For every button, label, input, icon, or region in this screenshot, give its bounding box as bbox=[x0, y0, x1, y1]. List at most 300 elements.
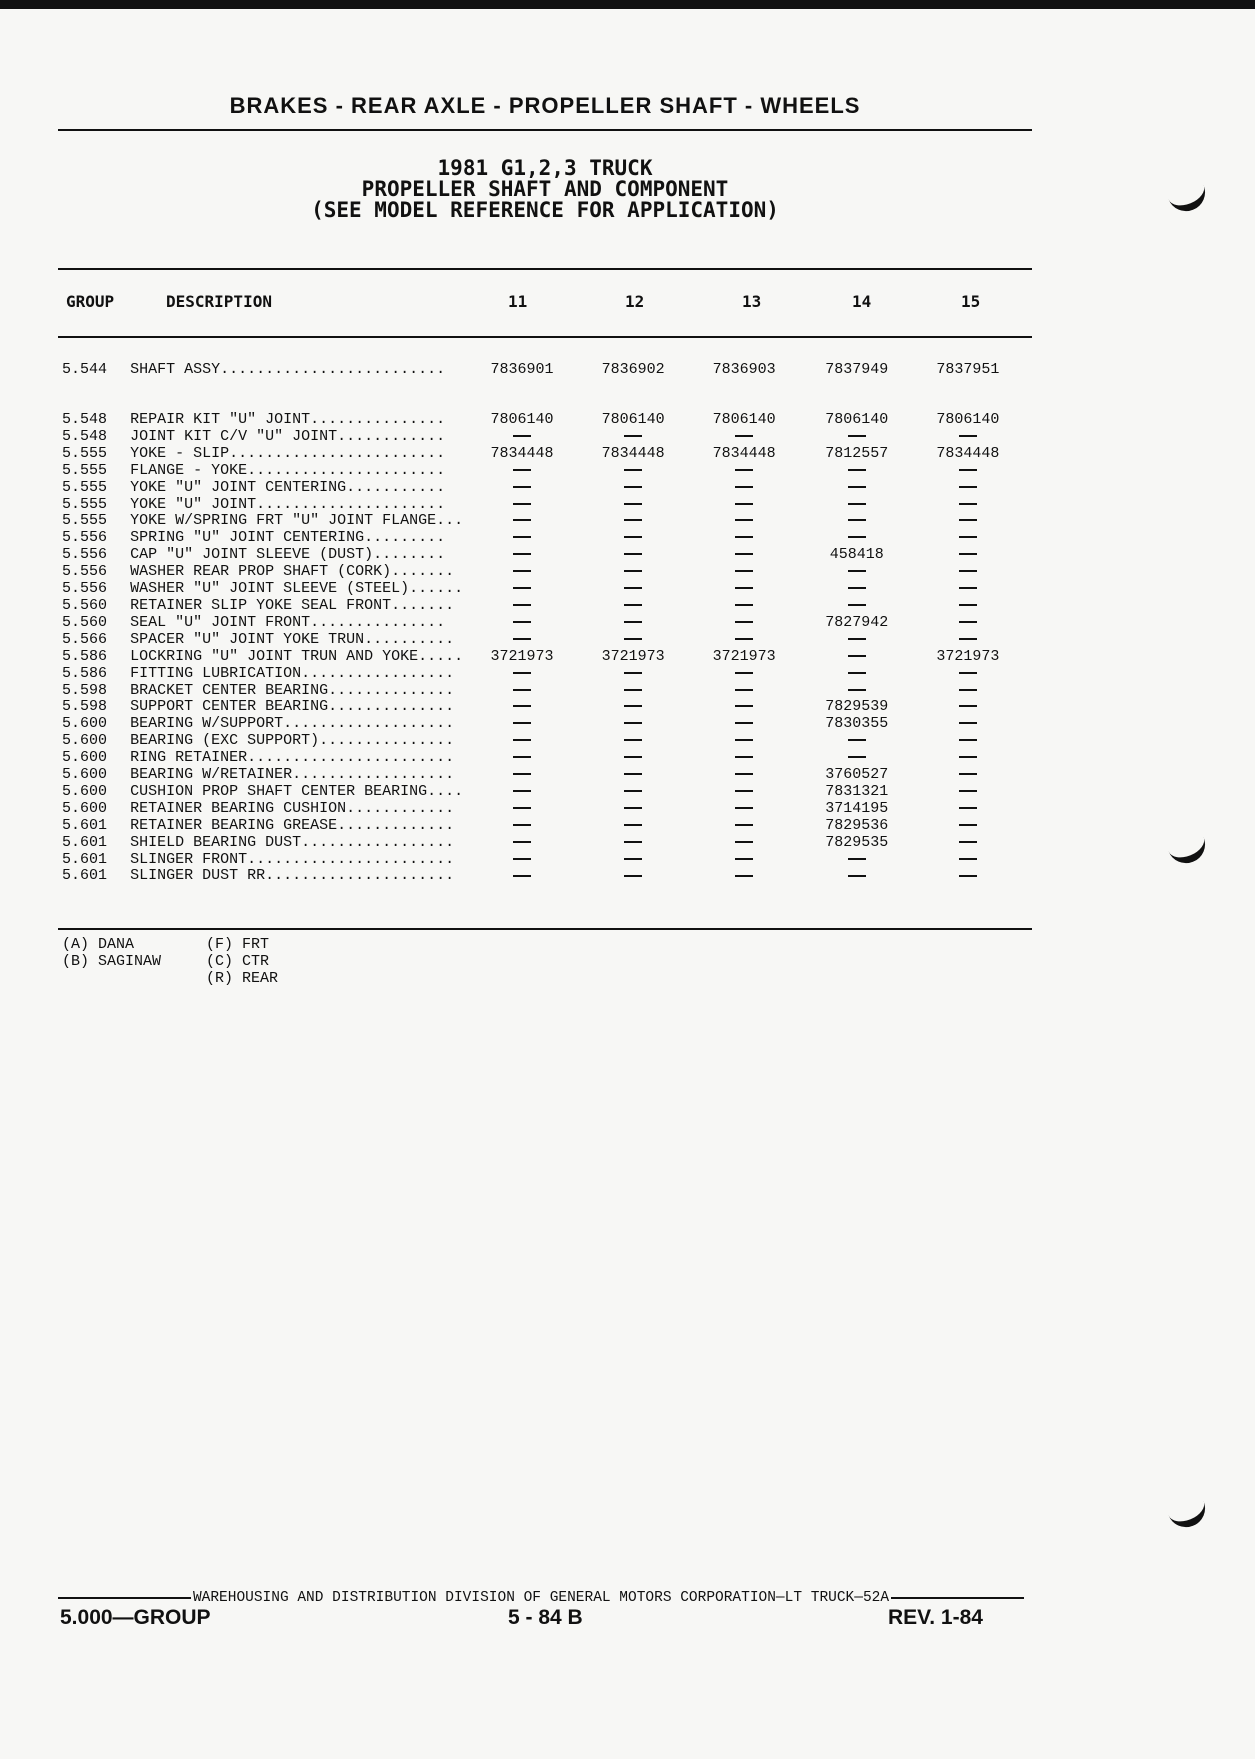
not-applicable-dash bbox=[914, 598, 1022, 615]
part-number: 458418 bbox=[829, 547, 884, 564]
table-row bbox=[62, 632, 1022, 649]
not-applicable-dash bbox=[914, 801, 1022, 818]
header-description: DESCRIPTION bbox=[166, 292, 272, 311]
part-description: YOKE W/SPRING FRT "U" JOINT FLANGE... bbox=[130, 513, 464, 530]
dash-mark bbox=[624, 756, 642, 758]
not-applicable-dash bbox=[466, 513, 577, 530]
not-applicable-dash bbox=[914, 615, 1022, 632]
group-number: 5.548 bbox=[62, 412, 108, 428]
dash-mark bbox=[959, 824, 977, 826]
group-number: 5.556 bbox=[62, 547, 108, 564]
table-row bbox=[62, 564, 1022, 581]
not-applicable-dash bbox=[914, 835, 1022, 852]
not-applicable-dash bbox=[578, 716, 689, 733]
dash-mark bbox=[513, 722, 531, 724]
table-row bbox=[62, 683, 1022, 700]
table-bottom-rule bbox=[58, 928, 1032, 930]
dash-mark bbox=[513, 824, 531, 826]
dash-mark bbox=[735, 875, 753, 877]
table-row bbox=[62, 547, 1022, 564]
not-applicable-dash bbox=[689, 530, 800, 547]
dash-mark bbox=[959, 705, 977, 707]
table-row bbox=[62, 649, 1022, 666]
group-number: 5.560 bbox=[62, 597, 108, 614]
dash-mark bbox=[848, 689, 866, 691]
table-row bbox=[62, 446, 1022, 463]
not-applicable-dash bbox=[578, 598, 689, 615]
dash-mark bbox=[959, 756, 977, 758]
group-number: 5.601 bbox=[62, 851, 108, 868]
table-row bbox=[62, 784, 1022, 801]
part-number: 7806140 bbox=[490, 412, 554, 428]
table-row bbox=[62, 360, 1022, 412]
dash-mark bbox=[624, 858, 642, 860]
dash-mark bbox=[624, 790, 642, 792]
part-description: SEAL "U" JOINT FRONT............... bbox=[130, 614, 446, 631]
dash-mark bbox=[513, 790, 531, 792]
title-line-1: 1981 G1,2,3 TRUCK bbox=[437, 156, 653, 180]
group-number: 5.556 bbox=[62, 564, 108, 581]
legend-a: (A) DANA bbox=[62, 936, 135, 953]
dash-mark bbox=[848, 519, 866, 521]
not-applicable-dash bbox=[578, 801, 689, 818]
not-applicable-dash bbox=[466, 480, 577, 497]
dash-mark bbox=[624, 705, 642, 707]
part-number: 3760527 bbox=[825, 767, 889, 784]
table-row bbox=[62, 530, 1022, 547]
not-applicable-dash bbox=[578, 547, 689, 564]
not-applicable-dash bbox=[466, 868, 577, 885]
table-row bbox=[62, 750, 1022, 767]
not-applicable-dash bbox=[800, 733, 914, 750]
dash-mark bbox=[959, 587, 977, 589]
table-row bbox=[62, 497, 1022, 514]
not-applicable-dash bbox=[914, 852, 1022, 869]
part-number: 7829535 bbox=[825, 834, 889, 851]
dash-mark bbox=[513, 486, 531, 488]
group-number: 5.555 bbox=[62, 513, 108, 530]
group-number: 5.600 bbox=[62, 733, 108, 750]
dash-mark bbox=[735, 705, 753, 707]
section-header: BRAKES - REAR AXLE - PROPELLER SHAFT - WHEELS bbox=[229, 93, 861, 118]
parts-table-body bbox=[62, 360, 1022, 885]
part-description: FITTING LUBRICATION................. bbox=[130, 665, 455, 682]
table-top-rule bbox=[58, 268, 1032, 270]
footer-group: 5.000—GROUP bbox=[60, 1606, 211, 1629]
not-applicable-dash bbox=[689, 564, 800, 581]
dash-mark bbox=[959, 553, 977, 555]
dash-mark bbox=[959, 841, 977, 843]
not-applicable-dash bbox=[689, 818, 800, 835]
dash-mark bbox=[624, 469, 642, 471]
binder-hole-mark bbox=[1163, 824, 1211, 869]
not-applicable-dash bbox=[689, 868, 800, 885]
dash-mark bbox=[513, 519, 531, 521]
table-row bbox=[62, 598, 1022, 615]
table-row bbox=[62, 581, 1022, 598]
dash-mark bbox=[959, 739, 977, 741]
dash-mark bbox=[624, 536, 642, 538]
not-applicable-dash bbox=[689, 615, 800, 632]
dash-mark bbox=[624, 435, 642, 437]
footer-page-number: 5 - 84 B bbox=[508, 1606, 583, 1629]
dash-mark bbox=[513, 435, 531, 437]
part-description: CAP "U" JOINT SLEEVE (DUST)........ bbox=[130, 547, 446, 564]
table-row bbox=[62, 699, 1022, 716]
dash-mark bbox=[959, 807, 977, 809]
legend-b: (B) SAGINAW bbox=[62, 953, 162, 970]
not-applicable-dash bbox=[578, 733, 689, 750]
dash-mark bbox=[513, 858, 531, 860]
dash-mark bbox=[624, 807, 642, 809]
dash-mark bbox=[735, 621, 753, 623]
not-applicable-dash bbox=[914, 868, 1022, 885]
footer-rule-left bbox=[58, 1597, 191, 1599]
part-description: WASHER REAR PROP SHAFT (CORK)....... bbox=[130, 564, 455, 581]
legend-f: (F) FRT bbox=[206, 936, 270, 953]
not-applicable-dash bbox=[800, 497, 914, 514]
not-applicable-dash bbox=[800, 429, 914, 446]
dash-mark bbox=[959, 672, 977, 674]
part-number: 3714195 bbox=[825, 800, 889, 817]
part-description: SUPPORT CENTER BEARING.............. bbox=[130, 699, 455, 716]
title-line-3: (SEE MODEL REFERENCE FOR APPLICATION) bbox=[311, 198, 779, 222]
not-applicable-dash bbox=[914, 733, 1022, 750]
not-applicable-dash bbox=[466, 497, 577, 514]
not-applicable-dash bbox=[689, 666, 800, 683]
dash-mark bbox=[959, 722, 977, 724]
not-applicable-dash bbox=[800, 530, 914, 547]
table-row bbox=[62, 716, 1022, 733]
part-description: SHAFT ASSY......................... bbox=[130, 361, 446, 378]
part-description: BRACKET CENTER BEARING.............. bbox=[130, 682, 455, 699]
part-description: BEARING W/SUPPORT................... bbox=[130, 716, 455, 733]
not-applicable-dash bbox=[689, 716, 800, 733]
not-applicable-dash bbox=[800, 868, 914, 885]
not-applicable-dash bbox=[689, 632, 800, 649]
group-number: 5.548 bbox=[62, 428, 108, 445]
dash-mark bbox=[735, 435, 753, 437]
part-number: 7834448 bbox=[712, 445, 776, 462]
dash-mark bbox=[513, 756, 531, 758]
part-number: 7827942 bbox=[825, 614, 889, 631]
part-number: 7834448 bbox=[490, 445, 554, 462]
not-applicable-dash bbox=[578, 632, 689, 649]
dash-mark bbox=[513, 469, 531, 471]
header-col-12: 12 bbox=[625, 292, 645, 311]
part-number: 7806140 bbox=[712, 412, 776, 428]
not-applicable-dash bbox=[914, 767, 1022, 784]
not-applicable-dash bbox=[466, 429, 577, 446]
dash-mark bbox=[624, 519, 642, 521]
dash-mark bbox=[959, 689, 977, 691]
header-group: GROUP bbox=[66, 292, 115, 311]
dash-mark bbox=[848, 739, 866, 741]
not-applicable-dash bbox=[466, 716, 577, 733]
table-row bbox=[62, 868, 1022, 885]
dash-mark bbox=[624, 773, 642, 775]
not-applicable-dash bbox=[914, 750, 1022, 767]
group-number: 5.601 bbox=[62, 868, 108, 885]
not-applicable-dash bbox=[689, 497, 800, 514]
part-description: SPRING "U" JOINT CENTERING......... bbox=[130, 530, 446, 547]
not-applicable-dash bbox=[800, 750, 914, 767]
dash-mark bbox=[735, 469, 753, 471]
dash-mark bbox=[735, 672, 753, 674]
table-row bbox=[62, 801, 1022, 818]
legend-r: (R) REAR bbox=[206, 970, 279, 987]
dash-mark bbox=[735, 824, 753, 826]
part-description: SHIELD BEARING DUST................. bbox=[130, 834, 455, 851]
not-applicable-dash bbox=[800, 581, 914, 598]
not-applicable-dash bbox=[578, 463, 689, 480]
table-row bbox=[62, 513, 1022, 530]
table-row bbox=[62, 733, 1022, 750]
part-number: 7829539 bbox=[825, 699, 889, 716]
document-title bbox=[60, 158, 1030, 221]
dash-mark bbox=[513, 553, 531, 555]
not-applicable-dash bbox=[466, 801, 577, 818]
dash-mark bbox=[959, 469, 977, 471]
part-description: SPACER "U" JOINT YOKE TRUN.......... bbox=[130, 631, 455, 648]
dash-mark bbox=[735, 807, 753, 809]
dash-mark bbox=[959, 503, 977, 505]
group-number: 5.601 bbox=[62, 817, 108, 834]
binder-hole-mark bbox=[1163, 1488, 1211, 1533]
not-applicable-dash bbox=[578, 818, 689, 835]
not-applicable-dash bbox=[466, 463, 577, 480]
table-header-rule bbox=[58, 336, 1032, 338]
not-applicable-dash bbox=[466, 666, 577, 683]
group-number: 5.598 bbox=[62, 682, 108, 699]
table-row bbox=[62, 818, 1022, 835]
not-applicable-dash bbox=[578, 615, 689, 632]
not-applicable-dash bbox=[800, 666, 914, 683]
footer-division: WAREHOUSING AND DISTRIBUTION DIVISION OF GENERAL MOTORS CORPORATION—LT TRUCK—52A bbox=[192, 1590, 890, 1606]
dash-mark bbox=[959, 486, 977, 488]
not-applicable-dash bbox=[914, 547, 1022, 564]
not-applicable-dash bbox=[578, 750, 689, 767]
group-number: 5.555 bbox=[62, 496, 108, 513]
not-applicable-dash bbox=[914, 480, 1022, 497]
dash-mark bbox=[735, 790, 753, 792]
dash-mark bbox=[513, 570, 531, 572]
group-number: 5.600 bbox=[62, 783, 108, 800]
header-rule bbox=[58, 129, 1032, 131]
part-number: 7837949 bbox=[825, 361, 889, 378]
not-applicable-dash bbox=[689, 835, 800, 852]
dash-mark bbox=[848, 604, 866, 606]
dash-mark bbox=[624, 672, 642, 674]
part-number: 7829536 bbox=[825, 817, 889, 834]
footer-rule-right bbox=[891, 1597, 1024, 1599]
not-applicable-dash bbox=[689, 513, 800, 530]
dash-mark bbox=[735, 739, 753, 741]
part-description: YOKE - SLIP........................ bbox=[130, 445, 446, 462]
part-number: 7836903 bbox=[712, 361, 776, 378]
not-applicable-dash bbox=[800, 463, 914, 480]
not-applicable-dash bbox=[689, 784, 800, 801]
group-number: 5.586 bbox=[62, 648, 108, 665]
not-applicable-dash bbox=[466, 615, 577, 632]
dash-mark bbox=[624, 503, 642, 505]
not-applicable-dash bbox=[466, 852, 577, 869]
not-applicable-dash bbox=[914, 699, 1022, 716]
dash-mark bbox=[848, 570, 866, 572]
dash-mark bbox=[848, 435, 866, 437]
part-number: 7836902 bbox=[601, 361, 665, 378]
dash-mark bbox=[735, 722, 753, 724]
not-applicable-dash bbox=[578, 683, 689, 700]
dash-mark bbox=[624, 722, 642, 724]
table-row bbox=[62, 852, 1022, 869]
dash-mark bbox=[624, 638, 642, 640]
not-applicable-dash bbox=[914, 683, 1022, 700]
not-applicable-dash bbox=[914, 666, 1022, 683]
header-col-11: 11 bbox=[508, 292, 528, 311]
not-applicable-dash bbox=[689, 598, 800, 615]
group-number: 5.600 bbox=[62, 750, 108, 767]
legend-left bbox=[62, 936, 161, 970]
not-applicable-dash bbox=[914, 784, 1022, 801]
not-applicable-dash bbox=[578, 835, 689, 852]
not-applicable-dash bbox=[578, 513, 689, 530]
footer-division-line bbox=[58, 1590, 1024, 1606]
dash-mark bbox=[959, 621, 977, 623]
part-number: 7837951 bbox=[936, 361, 1000, 378]
dash-mark bbox=[624, 875, 642, 877]
dash-mark bbox=[848, 858, 866, 860]
dash-mark bbox=[959, 519, 977, 521]
dash-mark bbox=[959, 773, 977, 775]
legend-c: (C) CTR bbox=[206, 953, 270, 970]
dash-mark bbox=[624, 689, 642, 691]
part-description: LOCKRING "U" JOINT TRUN AND YOKE..... bbox=[130, 648, 464, 665]
not-applicable-dash bbox=[466, 733, 577, 750]
dash-mark bbox=[624, 739, 642, 741]
not-applicable-dash bbox=[466, 767, 577, 784]
table-row bbox=[62, 767, 1022, 784]
not-applicable-dash bbox=[800, 564, 914, 581]
not-applicable-dash bbox=[914, 581, 1022, 598]
dash-mark bbox=[513, 536, 531, 538]
part-description: CUSHION PROP SHAFT CENTER BEARING.... bbox=[130, 783, 464, 800]
not-applicable-dash bbox=[914, 429, 1022, 446]
dash-mark bbox=[513, 587, 531, 589]
not-applicable-dash bbox=[914, 564, 1022, 581]
not-applicable-dash bbox=[914, 463, 1022, 480]
not-applicable-dash bbox=[689, 581, 800, 598]
header-col-14: 14 bbox=[852, 292, 872, 311]
not-applicable-dash bbox=[689, 683, 800, 700]
dash-mark bbox=[513, 689, 531, 691]
not-applicable-dash bbox=[578, 581, 689, 598]
not-applicable-dash bbox=[689, 767, 800, 784]
dash-mark bbox=[848, 756, 866, 758]
part-number: 7806140 bbox=[936, 412, 1000, 428]
dash-mark bbox=[959, 638, 977, 640]
group-number: 5.544 bbox=[62, 361, 108, 378]
dash-mark bbox=[624, 841, 642, 843]
group-number: 5.555 bbox=[62, 462, 108, 479]
part-description: JOINT KIT C/V "U" JOINT............ bbox=[130, 428, 446, 445]
not-applicable-dash bbox=[689, 429, 800, 446]
not-applicable-dash bbox=[578, 868, 689, 885]
group-number: 5.601 bbox=[62, 834, 108, 851]
dash-mark bbox=[513, 672, 531, 674]
not-applicable-dash bbox=[800, 632, 914, 649]
not-applicable-dash bbox=[800, 598, 914, 615]
dash-mark bbox=[624, 587, 642, 589]
not-applicable-dash bbox=[466, 598, 577, 615]
not-applicable-dash bbox=[914, 530, 1022, 547]
dash-mark bbox=[735, 553, 753, 555]
dash-mark bbox=[735, 519, 753, 521]
part-description: YOKE "U" JOINT..................... bbox=[130, 496, 446, 513]
not-applicable-dash bbox=[466, 581, 577, 598]
group-number: 5.600 bbox=[62, 800, 108, 817]
not-applicable-dash bbox=[466, 632, 577, 649]
not-applicable-dash bbox=[578, 699, 689, 716]
dash-mark bbox=[513, 773, 531, 775]
not-applicable-dash bbox=[578, 852, 689, 869]
dash-mark bbox=[513, 739, 531, 741]
not-applicable-dash bbox=[466, 750, 577, 767]
dash-mark bbox=[624, 553, 642, 555]
part-number: 7806140 bbox=[825, 412, 889, 428]
dash-mark bbox=[735, 536, 753, 538]
not-applicable-dash bbox=[689, 750, 800, 767]
not-applicable-dash bbox=[800, 480, 914, 497]
dash-mark bbox=[848, 672, 866, 674]
not-applicable-dash bbox=[800, 649, 914, 666]
not-applicable-dash bbox=[578, 530, 689, 547]
dash-mark bbox=[735, 858, 753, 860]
part-number: 7831321 bbox=[825, 783, 889, 800]
dash-mark bbox=[513, 503, 531, 505]
not-applicable-dash bbox=[466, 818, 577, 835]
not-applicable-dash bbox=[800, 513, 914, 530]
table-row bbox=[62, 615, 1022, 632]
table-row bbox=[62, 429, 1022, 446]
not-applicable-dash bbox=[578, 784, 689, 801]
not-applicable-dash bbox=[578, 497, 689, 514]
header-col-13: 13 bbox=[742, 292, 762, 311]
dash-mark bbox=[848, 503, 866, 505]
dash-mark bbox=[959, 858, 977, 860]
not-applicable-dash bbox=[914, 632, 1022, 649]
part-description: RETAINER SLIP YOKE SEAL FRONT....... bbox=[130, 597, 455, 614]
group-number: 5.598 bbox=[62, 699, 108, 716]
dash-mark bbox=[735, 773, 753, 775]
not-applicable-dash bbox=[578, 666, 689, 683]
dash-mark bbox=[959, 790, 977, 792]
not-applicable-dash bbox=[800, 852, 914, 869]
not-applicable-dash bbox=[578, 480, 689, 497]
dash-mark bbox=[513, 638, 531, 640]
top-border bbox=[0, 0, 1255, 9]
part-number: 3721973 bbox=[490, 648, 554, 665]
group-number: 5.586 bbox=[62, 665, 108, 682]
binder-hole-mark bbox=[1163, 172, 1211, 217]
group-number: 5.600 bbox=[62, 716, 108, 733]
part-description: BEARING W/RETAINER.................. bbox=[130, 767, 455, 784]
footer-revision: REV. 1-84 bbox=[888, 1606, 983, 1629]
dash-mark bbox=[848, 486, 866, 488]
dash-mark bbox=[624, 486, 642, 488]
dash-mark bbox=[624, 604, 642, 606]
dash-mark bbox=[959, 536, 977, 538]
